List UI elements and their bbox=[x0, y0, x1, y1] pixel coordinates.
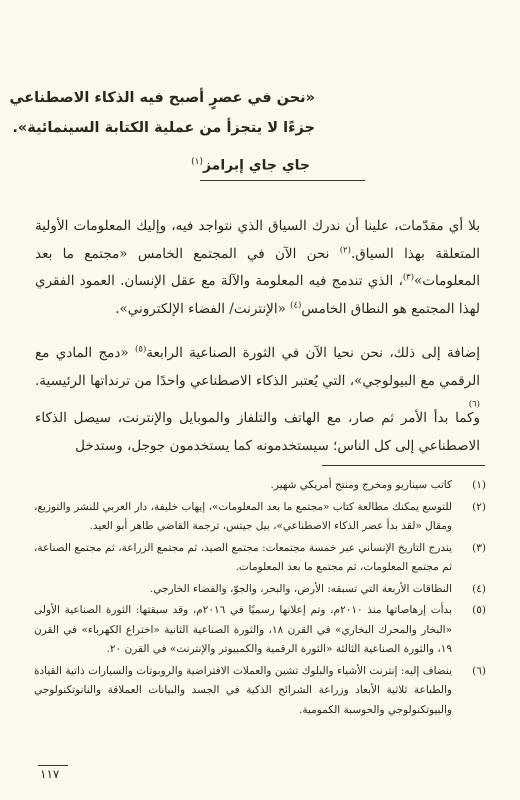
author-footnote-ref: (١) bbox=[191, 157, 203, 167]
p1-text-c: ، الذي تندمج فيه المعلومة والآلة مع عقل الإنسان. العمود الفقري لهذا المجتمع هو النطاق الخامس bbox=[35, 273, 480, 317]
footnote-ref-6: (٦) bbox=[468, 399, 480, 410]
author-name: جاي جاي إبرامز bbox=[202, 157, 310, 174]
footnote-text: للتوسع يمكنك مطالعة كتاب «مجتمع ما بعد المعلومات»، إيهاب خليفة، دار العربي للنشر والتوزيع، ومقال «لقد بدأ عصر الذكاء الاصطناعي»، بيل جيتس، ترجمة القاضي طاهر أبو العيد. bbox=[34, 500, 452, 532]
footnote-ref-2: (٢) bbox=[339, 245, 351, 255]
footnote-item bbox=[34, 580, 486, 600]
epigraph-author bbox=[191, 157, 310, 174]
footnote-item bbox=[34, 498, 486, 537]
page-number: ١١٧ bbox=[40, 767, 60, 781]
footnote-text: النطاقات الأربعة التي تسبقه: الأرض، والبحر، والجوّ، والفضاء الخارجي. bbox=[149, 582, 452, 595]
footnote-number: (٦) bbox=[472, 664, 486, 677]
footnote-ref-4: (٤) bbox=[290, 300, 302, 310]
p2-text-a: إضافة إلى ذلك، نحن نحيا الآن في الثورة الصناعية الرابعة bbox=[146, 345, 481, 361]
footnote-number: (٢) bbox=[472, 500, 486, 513]
p1-text-d: «الإنترنت/ الفضاء الإلكتروني». bbox=[115, 300, 291, 317]
footnote-item bbox=[34, 601, 486, 660]
body-paragraph-1 bbox=[35, 213, 480, 323]
footnote-number: (١) bbox=[472, 479, 486, 491]
footnote-number: (٣) bbox=[472, 541, 486, 554]
epigraph-divider bbox=[200, 180, 365, 181]
epigraph-line-1: «نحن في عصرٍ أصبح فيه الذكاء الاصطناعي bbox=[9, 90, 315, 106]
body-paragraph-3: وكما بدأ الأمر ثم صار، مع الهاتف والتلفاز والموبايل والإنترنت، سيصل الذكاء الاصطناعي إلى كل الناس؛ سيستخدمونه كما يستخدمون جوجل، وستدخل bbox=[35, 410, 480, 454]
p1-text-a: بلا أي مقدّمات، علينا أن ندرك السياق الذي نتواجد فيه، وإليك المعلومات الأولية المتعلقة بهذا السياق. bbox=[35, 218, 480, 262]
footnote-item bbox=[34, 539, 486, 578]
footnote-text: بدأت إرهاصاتها منذ ٢٠١٠م، وتم إعلانها رسميًا في ٢٠١٦م، وقد سبقتها: الثورة الصناعية الأولى «البخار والمحرك البخاري» في القرن ١٨، والثورة الصناعية الثانية «اختراع الكهرباء» في القرن ١٩، والثورة الصناعية الثالثة «الثورة الرقمية والكمبيوتر والإنترنت» في القرن ٢٠. bbox=[34, 604, 453, 655]
footnote-number: (٥) bbox=[472, 604, 486, 616]
footnote-item bbox=[34, 476, 486, 496]
footnote-text: يندرج التاريخ الإنساني عبر خمسة مجتمعات: مجتمع الصيد، ثم مجتمع الزراعة، ثم مجتمع الصناعة، ثم مجتمع المعلومات، ثم مجتمع ما بعد المعلومات. bbox=[34, 541, 452, 573]
p1-text-b: نحن الآن في المجتمع الخامس «مجتمع ما بعد المعلومات» bbox=[35, 245, 480, 289]
page-number-rule bbox=[38, 765, 68, 766]
footnote-ref-5: (٥) bbox=[135, 344, 147, 355]
p2-text-b: «دمج المادي مع الرقمي مع البيولوجي»، التي يُعتبر الذكاء الاصطناعي واحدًا من ترنداتها الرئيسية. bbox=[35, 345, 480, 389]
footnotes-divider bbox=[322, 465, 485, 466]
epigraph-line-2: جزءًا لا يتجزأ من عملية الكتابة السينمائية». bbox=[12, 120, 315, 136]
footnote-ref-3: (٣) bbox=[402, 272, 415, 283]
footnote-text: ينضاف إليه: إنترنت الأشياء والبلوك تشين والعملات الافتراضية والروبوتات والسيارات ذاتية القيادة والطباعة ثلاثية الأبعاد وزراعة الشرائح الذكية في الجسد والبيانات العملاقة والنانوتكنولوجي والبيوتكنولوجي والحوسبة الكمومية. bbox=[34, 664, 452, 716]
footnote-number: (٤) bbox=[472, 582, 486, 595]
footnote-text: كاتب سيناريو ومخرج ومنتج أمريكي شهير. bbox=[270, 479, 452, 491]
footnotes-list bbox=[34, 476, 486, 720]
footnote-item bbox=[34, 662, 486, 721]
